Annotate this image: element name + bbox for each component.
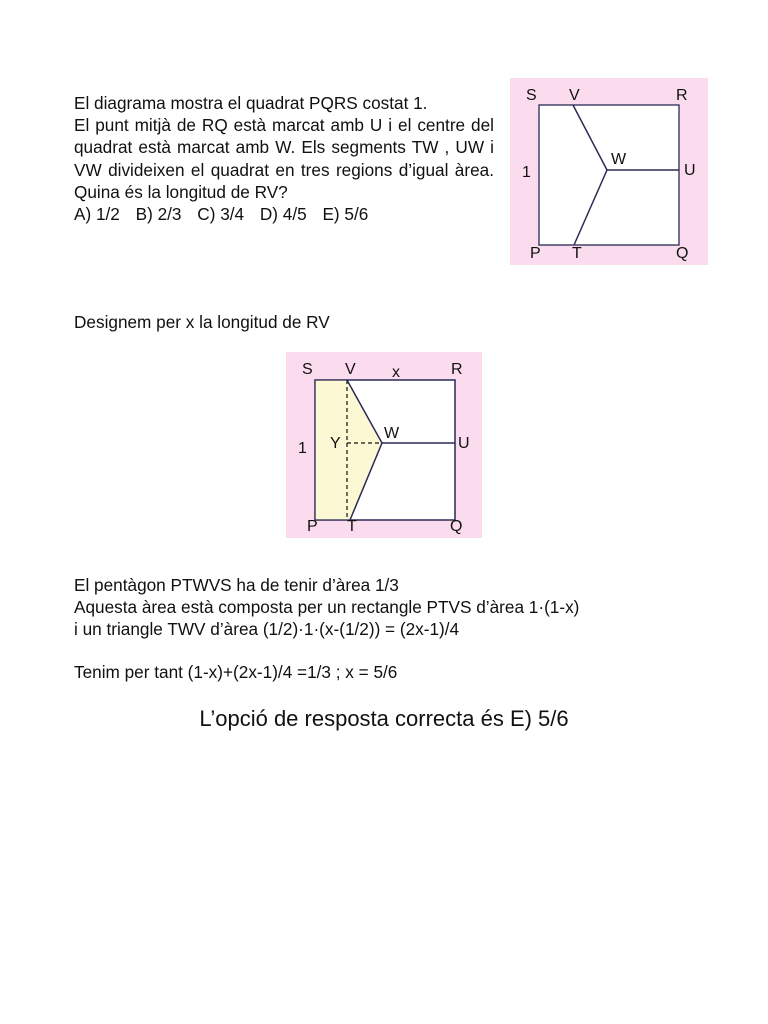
- problem-statement: [74, 92, 494, 225]
- conclusion-text: L’opció de resposta correcta és E) 5/6: [199, 706, 569, 731]
- label-r: R: [676, 87, 688, 104]
- label-s-2: S: [302, 361, 313, 378]
- label-r-2: R: [451, 361, 463, 378]
- label-s: S: [526, 87, 537, 104]
- label-w-2: W: [384, 425, 400, 442]
- option-e: E) 5/6: [322, 204, 369, 225]
- figure-square-2: [286, 352, 482, 538]
- label-t: T: [572, 245, 582, 262]
- label-w: W: [611, 151, 627, 168]
- label-u-2: U: [458, 435, 470, 452]
- option-d: D) 4/5: [259, 204, 307, 225]
- label-v: V: [569, 87, 580, 104]
- option-a: A) 1/2: [74, 204, 120, 225]
- label-y: Y: [330, 435, 341, 452]
- label-v-2: V: [345, 361, 356, 378]
- solution-line-2: Aquesta àrea està composta per un rectangle PTVS d’àrea 1·(1-x): [74, 597, 580, 617]
- figure-1-svg: [510, 78, 708, 265]
- solution-line-1: El pentàgon PTWVS ha de tenir d’àrea 1/3: [74, 575, 399, 595]
- solution-line-3: i un triangle TWV d’àrea (1/2)·1·(x-(1/2)) = (2x-1)/4: [74, 619, 460, 639]
- label-q-2: Q: [450, 518, 463, 535]
- figure-2-svg: [286, 352, 482, 538]
- label-side: 1: [522, 164, 531, 181]
- label-t-2: T: [347, 518, 357, 535]
- label-p: P: [530, 245, 541, 262]
- label-side-2: 1: [298, 440, 307, 457]
- option-b: B) 2/3: [135, 204, 182, 225]
- figure-square-1: [510, 78, 708, 265]
- label-q: Q: [676, 245, 689, 262]
- equation-line: Tenim per tant (1-x)+(2x-1)/4 =1/3 ; x = 5/6: [74, 662, 398, 682]
- label-u: U: [684, 162, 696, 179]
- problem-line-1: El diagrama mostra el quadrat PQRS costat 1.: [74, 93, 428, 113]
- label-x: x: [392, 364, 400, 381]
- square-pqrs: [539, 105, 679, 245]
- option-c: C) 3/4: [197, 204, 245, 225]
- problem-question: El punt mitjà de RQ està marcat amb U i el centre del quadrat està marcat amb W. Els segments TW , UW i VW divideixen el quadrat en tres regions d’igual àrea. Quina és la longitud de RV?: [74, 115, 494, 202]
- label-p-2: P: [307, 518, 318, 535]
- answer-options: [74, 203, 494, 225]
- intro-text: Designem per x la longitud de RV: [74, 312, 330, 332]
